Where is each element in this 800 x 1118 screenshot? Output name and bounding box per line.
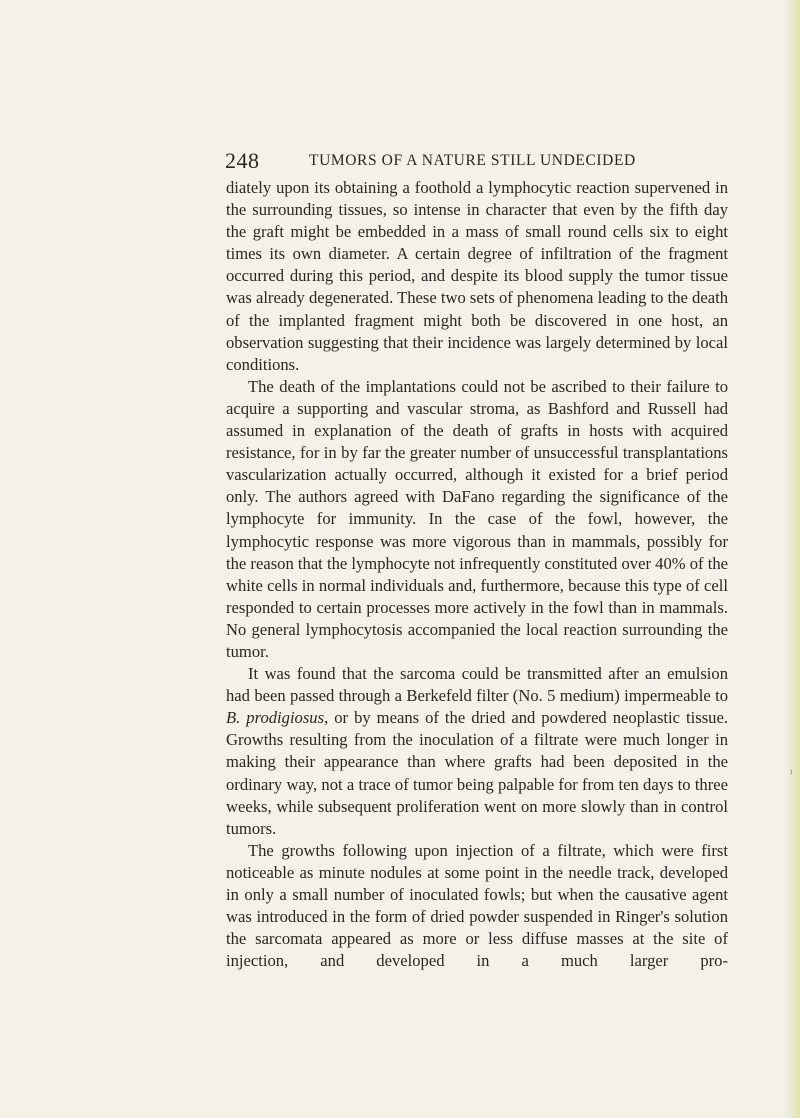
- page-number: 248: [225, 148, 260, 173]
- paragraph-text: The growths following upon injection of a filtrate, which were first noticeable as minute nodules at some point in the needle track, developed in only a small number of inoculated fowls; but when the causative agent was introduced in the form of dried powder suspended in Ringer's solution the sarcomata appeared as more or less diffuse masses at the site of injection, and developed in a much larger pro-: [226, 840, 728, 971]
- paragraph-text: It was found that the sarcoma could be transmitted after an emulsion had been passed through a Berkefeld filter (No. 5 medium) impermeable to: [226, 664, 728, 706]
- paragraph-text: The death of the implantations could not be ascribed to their failure to acquire a supporting and vascular stroma, as Bashford and Russell had assumed in explanation of the death of grafts in hosts with acquired resistance, for in by far the greater number of unsuccessful transplantations vascularization actually occurred, although it existed for a brief period only. The authors agreed with DaFano regarding the significance of the lymphocyte for immunity. In the case of the fowl, however, the lymphocytic response was more vigorous than in mammals, possibly for the reason that the lymphocyte not infrequently constituted over 40% of the white cells in normal individuals and, furthermore, because this type of cell responded to certain processes more actively in the fowl than in mammals. No general lymphocytosis accompanied the local reaction surrounding the tumor.: [226, 376, 728, 661]
- paragraph: [226, 840, 728, 973]
- paragraph: [226, 376, 728, 663]
- margin-mark: ı: [790, 766, 793, 776]
- page-header: [225, 148, 725, 172]
- body-text: [226, 177, 728, 972]
- paragraph: [226, 177, 728, 376]
- paragraph: [226, 663, 728, 840]
- page-edge: [784, 0, 800, 1118]
- running-head: TUMORS OF A NATURE STILL UNDECIDED: [309, 152, 636, 169]
- paragraph-text: , or by means of the dried and powdered neoplastic tissue. Growths resulting from the inoculation of a filtrate were much longer in making their appearance than where grafts had been deposited in the ordinary way, not a trace of tumor being palpable for from ten days to three weeks, while subsequent proliferation went on more slowly than in control tumors.: [226, 708, 728, 838]
- paragraph-text: diately upon its obtaining a foothold a lymphocytic reaction supervened in the surrounding tissues, so intense in character that even by the fifth day the graft might be embedded in a mass of small round cells six to eight times its own diameter. A certain degree of infiltration of the fragment occurred during this period, and despite its blood supply the tumor tissue was already degenerated. These two sets of phenomena leading to the death of the implanted fragment might both be discovered in one host, an observation suggesting that their incidence was largely determined by local conditions.: [226, 178, 728, 374]
- species-name: B. prodigiosus: [226, 708, 325, 728]
